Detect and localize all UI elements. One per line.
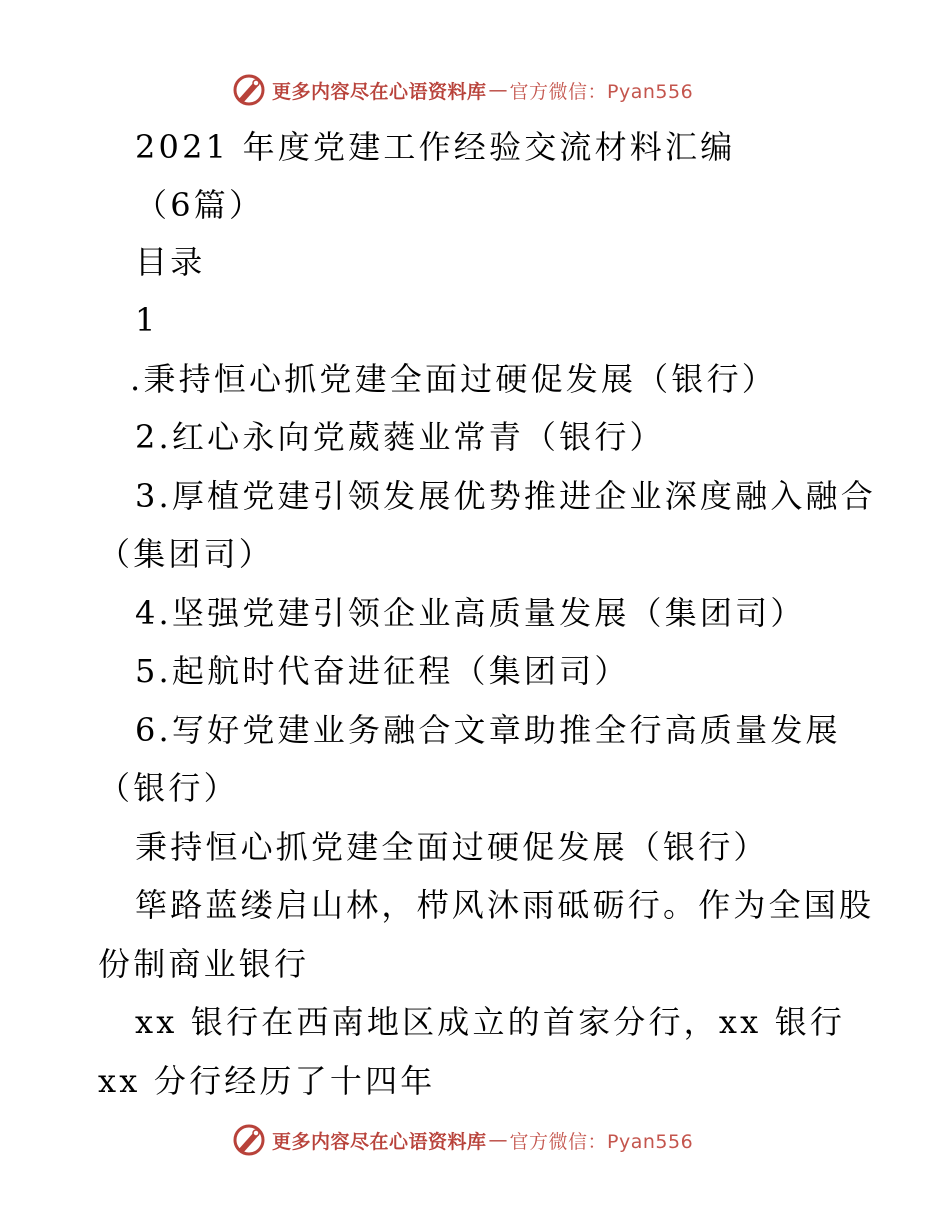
header-banner [232, 70, 693, 110]
toc-item-5: 5.起航时代奋进征程（集团司） [135, 652, 630, 690]
toc-item-6-line1: 6.写好党建业务融合文章助推全行高质量发展 [135, 711, 841, 749]
paragraph-2-line2: xx 分行经历了十四年 [98, 1062, 436, 1100]
paragraph-2-line1: xx 银行在西南地区成立的首家分行，xx 银行 [135, 1003, 846, 1041]
header-banner-wechat-text: 官方微信：Pyan556 [509, 80, 694, 103]
toc-item-3-line2: （集团司） [98, 535, 275, 573]
toc-number-1: 1 [135, 301, 159, 339]
document-title-line2: （6篇） [135, 186, 265, 224]
header-banner-dash: — [488, 79, 508, 101]
toc-item-6-line2: （银行） [98, 769, 239, 807]
toc-item-2: 2.红心永向党葳蕤业常青（银行） [135, 418, 665, 456]
header-banner-left-text: 更多内容尽在心语资料库 [272, 80, 487, 103]
footer-banner-dash: — [488, 1129, 508, 1151]
pen-logo-icon [232, 1123, 266, 1157]
footer-banner [232, 1120, 693, 1160]
footer-banner-left-text: 更多内容尽在心语资料库 [272, 1130, 487, 1153]
pen-logo-icon [232, 73, 266, 107]
footer-banner-wechat-text: 官方微信：Pyan556 [509, 1130, 694, 1153]
paragraph-1-line2: 份制商业银行 [98, 945, 310, 983]
toc-item-4: 4.坚强党建引领企业高质量发展（集团司） [135, 594, 806, 632]
toc-item-3-line1: 3.厚植党建引领发展优势推进企业深度融入融合 [135, 477, 876, 515]
toc-heading: 目录 [135, 243, 206, 281]
document-title-line1: 2021 年度党建工作经验交流材料汇编 [135, 128, 736, 166]
section-heading: 秉持恒心抓党建全面过硬促发展（银行） [135, 828, 769, 866]
paragraph-1-line1: 筚路蓝缕启山林，栉风沐雨砥砺行。作为全国股 [135, 886, 875, 924]
toc-item-1: .秉持恒心抓党建全面过硬促发展（银行） [130, 360, 777, 398]
